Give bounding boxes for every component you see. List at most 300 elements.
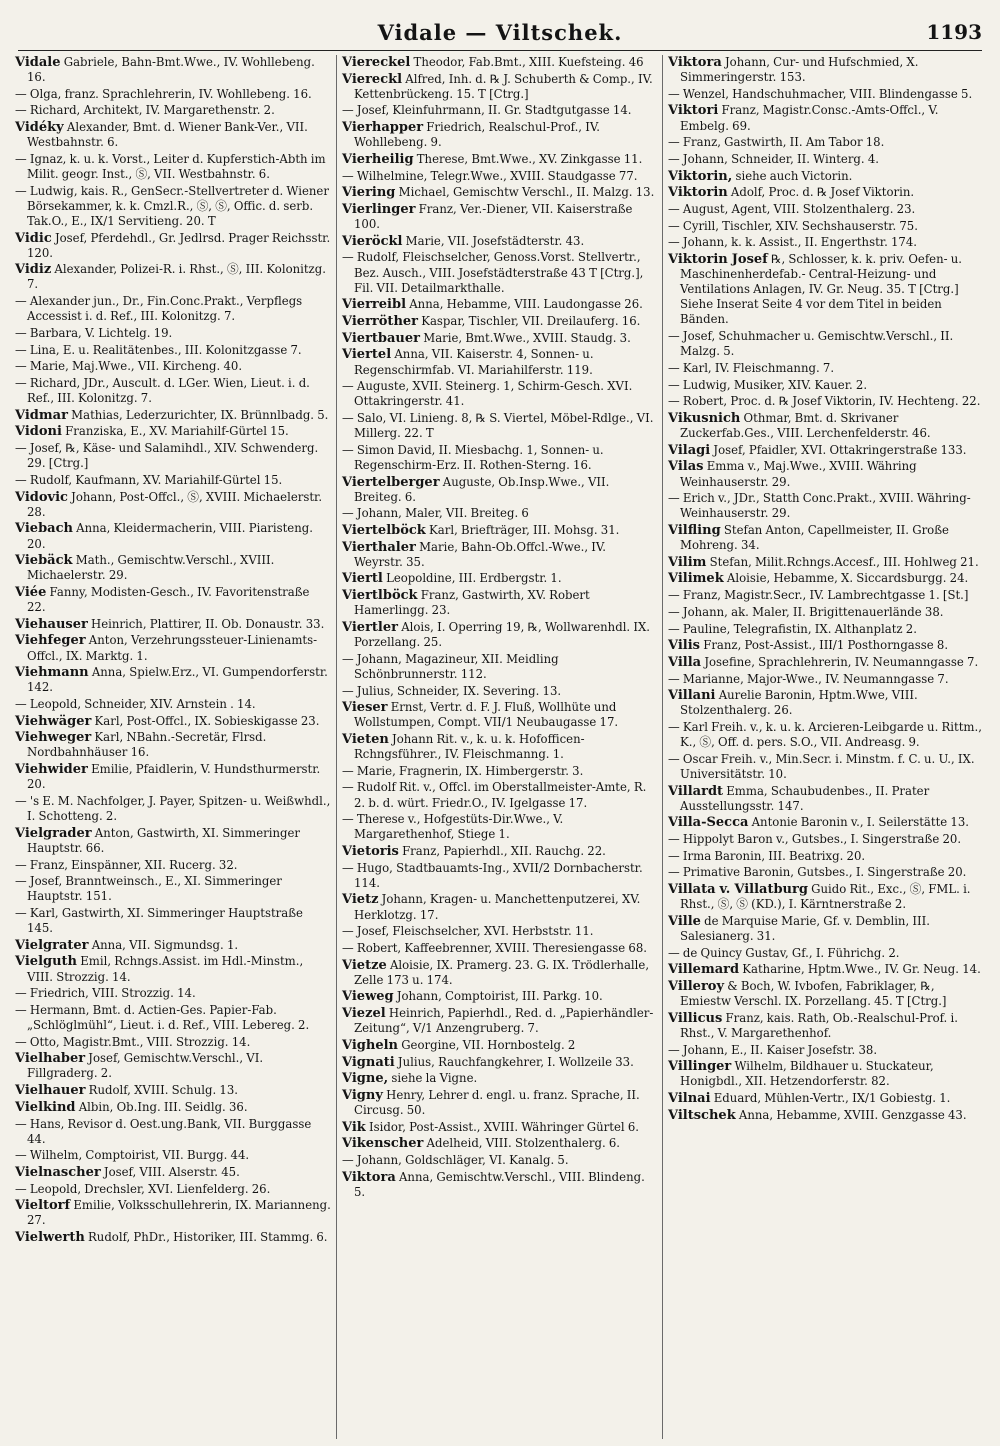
entry-surname: Vikenscher	[342, 1136, 424, 1152]
directory-entry	[342, 523, 657, 538]
entry-surname: Vieten	[342, 731, 389, 747]
entry-surname: Vidic	[15, 230, 52, 246]
entry-details: Emilie, Pfaidlerin, V. Hundsthurmerstr. 20.	[27, 762, 321, 792]
entry-details: Anna, Kleidermacherin, VIII. Piaristeng. 20.	[27, 521, 313, 551]
directory-entry	[668, 1043, 983, 1058]
directory-entry	[342, 989, 657, 1004]
directory-entry	[15, 1148, 331, 1163]
entry-details: — Wilhelm, Comptoirist, VII. Burgg. 44.	[15, 1148, 250, 1163]
entry-details: Friedrich, Realschul-Prof., IV. Wohllebeng. 9.	[354, 120, 600, 150]
entry-details: — Josef, Schuhmacher u. Gemischtw.Verschl., II. Malzg. 5.	[668, 329, 954, 359]
entry-details: Emil, Rchngs.Assist. im Hdl.-Minstm., VIII. Strozzig. 14.	[27, 954, 304, 984]
entry-details: Othmar, Bmt. d. Skrivaner Zuckerfab.Ges., VIII. Lerchenfelderstr. 46.	[680, 410, 931, 441]
directory-entry	[668, 185, 983, 200]
directory-entry	[668, 443, 983, 458]
entry-details: — Karl, IV. Fleischmanng. 7.	[668, 360, 835, 375]
directory-entry	[15, 262, 331, 292]
directory-entry	[15, 858, 331, 873]
page-title: Vidale — Viltschek.	[377, 20, 623, 45]
entry-details: Albin, Ob.Ing. III. Seidlg. 36.	[75, 1099, 248, 1114]
directory-entry	[15, 120, 331, 150]
directory-entry	[342, 924, 657, 939]
entry-details: — Julius, Schneider, IX. Severing. 13.	[342, 683, 562, 698]
entry-details: — Erich v., JDr., Statth Conc.Prakt., XVIII. Währing-Weinhauserstr. 29.	[668, 491, 971, 521]
entry-details: Johann Rit. v., k. u. k. Hofofficen-Rchngsführer., IV. Fleischmanng. 1.	[354, 731, 585, 762]
directory-entry	[668, 688, 983, 718]
entry-surname: Viezel	[342, 1006, 386, 1022]
directory-entry	[668, 252, 983, 327]
directory-entry	[15, 665, 331, 695]
entry-details: siehe la Vigne.	[388, 1071, 478, 1086]
directory-entry	[342, 780, 657, 810]
directory-entry	[342, 379, 657, 409]
directory-entry	[342, 411, 657, 441]
directory-entry	[342, 72, 657, 102]
entry-surname: Vilimek	[668, 571, 724, 587]
directory-entry	[15, 441, 331, 471]
directory-entry	[15, 553, 331, 583]
entry-surname: Vielgrader	[15, 825, 92, 841]
entry-details: Emilie, Volksschullehrerin, IX. Marianneng. 27.	[27, 1198, 331, 1228]
entry-details: Anton, Gastwirth, XI. Simmeringer Hauptstr. 66.	[27, 825, 300, 855]
entry-details: Emma, Schaubudenbes., II. Prater Ausstellungsstr. 147.	[680, 783, 930, 813]
directory-entry	[15, 87, 331, 102]
entry-surname: Viehfeger	[15, 633, 86, 649]
entry-surname: Vidovic	[15, 489, 68, 505]
directory-entry	[668, 882, 983, 912]
directory-entry	[668, 588, 983, 603]
directory-entry	[15, 1182, 331, 1197]
directory-entry	[342, 202, 657, 232]
entry-details: — Johann, Magazineur, XII. Meidling Schönbrunnerstr. 112.	[342, 651, 559, 681]
directory-entry	[668, 865, 983, 880]
directory-entry	[668, 720, 983, 750]
entry-details: Isidor, Post-Assist., XVIII. Währinger Gürtel 6.	[365, 1119, 639, 1134]
entry-details: — Johann, Maler, VII. Breiteg. 6	[342, 506, 529, 521]
entry-surname: Villardt	[668, 783, 724, 799]
column-right	[662, 55, 988, 1439]
entry-surname: Viereckel	[342, 55, 411, 70]
directory-entry	[15, 521, 331, 551]
entry-details: — Ludwig, kais. R., GenSecr.-Stellvertreter d. Wiener Börsekammer, k. k. Cmzl.R., Ⓢ, Ⓢ, Offic. d. serb. Tak.O., E., IX/1 Servitieng. 20. T	[15, 183, 329, 228]
entry-details: Johann, Cur- und Hufschmied, X. Simmeringerstr. 153.	[680, 55, 919, 85]
entry-details: — de Quincy Gustav, Gf., I. Führichg. 2.	[668, 945, 900, 960]
entry-surname: Vidéky	[15, 120, 64, 136]
directory-entry	[15, 1051, 331, 1081]
entry-surname: Vielkind	[15, 1099, 76, 1115]
directory-entry	[342, 892, 657, 922]
directory-entry	[15, 376, 331, 406]
entry-details: — Oscar Freih. v., Min.Secr. i. Minstm. f. C. u. U., IX. Universitätstr. 10.	[668, 751, 975, 781]
entry-details: Franz, Post-Assist., III/1 Posthorngasse 8.	[700, 638, 949, 653]
entry-details: — Hugo, Stadtbauamts-Ing., XVII/2 Dornbacherstr. 114.	[342, 860, 643, 890]
entry-details: — Cyrill, Tischler, XIV. Sechshauserstr. 75.	[668, 218, 918, 233]
entry-surname: Viereckl	[342, 71, 403, 87]
directory-entry	[342, 169, 657, 184]
directory-entry	[342, 1170, 657, 1200]
directory-entry	[342, 861, 657, 891]
entry-details: Franziska, E., XV. Mariahilf-Gürtel 15.	[61, 424, 289, 439]
entry-surname: Vigne,	[342, 1071, 389, 1087]
directory-entry	[15, 1117, 331, 1147]
entry-surname: Villata v. Villatburg	[668, 882, 808, 898]
entry-surname: Viertelberger	[342, 474, 440, 490]
entry-surname: Viertl	[342, 571, 383, 587]
entry-details: Michael, Gemischtw Verschl., II. Malzg. 13.	[395, 185, 655, 200]
entry-surname: Vilnai	[668, 1091, 711, 1107]
entry-surname: Vidoni	[15, 424, 62, 440]
entry-surname: Vielhauer	[15, 1083, 86, 1099]
directory-entry	[342, 314, 657, 329]
directory-entry	[15, 617, 331, 632]
entry-surname: Viehauser	[15, 616, 88, 632]
directory-entry	[668, 784, 983, 814]
entry-details: — Lina, E. u. Realitätenbes., III. Kolonitzgasse 7.	[15, 342, 302, 357]
directory-entry	[342, 540, 657, 570]
directory-entry	[342, 812, 657, 842]
entry-surname: Villinger	[668, 1059, 732, 1075]
directory-entry	[15, 359, 331, 374]
entry-details: Rudolf, XVIII. Schulg. 13.	[85, 1083, 238, 1098]
entry-details: Auguste, Ob.Insp.Wwe., VII. Breiteg. 6.	[354, 474, 610, 504]
directory-entry	[15, 730, 331, 760]
directory-entry	[15, 294, 331, 324]
entry-details: — Hermann, Bmt. d. Actien-Ges. Papier-Fab. „Schlöglmühl“, Lieut. i. d. Ref., VIII. Lebereg. 2.	[15, 1002, 310, 1032]
entry-surname: Vierhapper	[342, 120, 424, 136]
entry-details: — Franz, Gastwirth, II. Am Tabor 18.	[668, 135, 885, 150]
directory-entry	[342, 700, 657, 730]
entry-details: — Franz, Magistr.Secr., IV. Lambrechtgasse 1. [St.]	[668, 588, 969, 603]
entry-details: Johann, Comptoirist, III. Parkg. 10.	[393, 989, 603, 1004]
directory-entry	[668, 87, 983, 102]
entry-surname: Villa	[668, 654, 702, 670]
entry-details: — Wenzel, Handschuhmacher, VIII. Blindengasse 5.	[668, 86, 973, 101]
entry-surname: Vilagi	[668, 442, 711, 458]
directory-entry	[668, 1011, 983, 1041]
entry-details: Katharine, Hptm.Wwe., IV. Gr. Neug. 14.	[739, 962, 981, 977]
entry-surname: Viehwäger	[15, 713, 92, 729]
entry-details: Fanny, Modisten-Gesch., IV. Favoritenstraße 22.	[27, 584, 310, 615]
entry-surname: Viktora	[342, 1169, 396, 1185]
directory-entry	[668, 832, 983, 847]
directory-entry	[342, 443, 657, 473]
entry-details: — Josef, ℞, Käse- und Salamihdl., XIV. Schwenderg. 29. [Ctrg.]	[15, 441, 319, 471]
entry-details: — Karl, Gastwirth, XI. Simmeringer Hauptstraße 145.	[15, 905, 303, 936]
entry-details: Anna, Gemischtw.Verschl., VIII. Blindeng. 5.	[354, 1169, 645, 1199]
entry-surname: Viering	[342, 185, 396, 201]
entry-surname: Viertler	[342, 619, 398, 635]
directory-entry	[668, 411, 983, 441]
entry-details: Aurelie Baronin, Hptm.Wwe, VIII. Stolzenthalerg. 26.	[680, 688, 918, 718]
directory-entry	[342, 1071, 657, 1086]
entry-surname: Vietz	[342, 892, 379, 908]
directory-entry	[342, 475, 657, 505]
directory-entry	[668, 152, 983, 167]
directory-entry	[668, 394, 983, 409]
directory-entry	[342, 347, 657, 377]
directory-entry	[668, 1059, 983, 1089]
entry-details: & Boch, W. Ivbofen, Fabriklager, ℞, Emiestw Verschl. IX. Porzellang. 45. T [Ctrg.]	[680, 979, 947, 1009]
entry-surname: Villemard	[668, 962, 740, 978]
entry-details: Franz, Ver.-Diener, VII. Kaiserstraße 100.	[354, 202, 633, 232]
entry-details: — Marie, Maj.Wwe., VII. Kircheng. 40.	[15, 359, 243, 374]
directory-entry	[15, 986, 331, 1001]
entry-surname: Vierlinger	[342, 202, 416, 217]
entry-details: — Irma Baronin, III. Beatrixg. 20.	[668, 848, 866, 863]
entry-details: Marie, Bahn-Ob.Offcl.-Wwe., IV. Weyrstr. 35.	[354, 539, 607, 569]
entry-details: — Robert, Proc. d. ℞ Josef Viktorin, IV. Hechteng. 22.	[668, 394, 981, 409]
directory-entry	[668, 378, 983, 393]
directory-entry	[15, 1230, 331, 1245]
directory-entry	[15, 794, 331, 824]
directory-entry	[15, 1035, 331, 1050]
entry-details: — Johann, Goldschläger, VI. Kanalg. 5.	[342, 1153, 569, 1168]
directory-entry	[15, 152, 331, 182]
entry-surname: Viktorin Josef	[668, 252, 768, 268]
entry-surname: Vielnascher	[15, 1165, 101, 1180]
entry-details: Therese, Bmt.Wwe., XV. Zinkgasse 11.	[413, 151, 643, 166]
entry-surname: Vilfling	[668, 523, 721, 538]
directory-entry	[668, 752, 983, 782]
directory-entry	[15, 697, 331, 712]
entry-surname: Viebach	[15, 521, 73, 537]
directory-entry	[15, 343, 331, 358]
entry-surname: Vielguth	[15, 954, 78, 970]
directory-entry	[342, 1038, 657, 1053]
entry-details: Josefine, Sprachlehrerin, IV. Neumanngasse 7.	[701, 654, 979, 669]
entry-details: — Rudolf, Fleischselcher, Genoss.Vorst. Stellvertr., Bez. Ausch., VIII. Josefstädterstraße 43 T [Ctrg.], Fil. VII. Detailmarkthalle.	[342, 250, 644, 295]
columns	[10, 55, 990, 1439]
entry-surname: Viebäck	[15, 553, 73, 569]
entry-surname: Viktorin,	[668, 168, 733, 184]
entry-details: Josef, Gemischtw.Verschl., VI. Fillgraderg. 2.	[27, 1051, 264, 1081]
entry-details: Rudolf, PhDr., Historiker, III. Stammg. 6.	[84, 1230, 328, 1245]
entry-details: — Robert, Kaffeebrenner, XVIII. Theresiengasse 68.	[342, 940, 648, 955]
directory-entry	[668, 135, 983, 150]
directory-entry	[15, 938, 331, 953]
entry-details: Josef, VIII. Alserstr. 45.	[100, 1165, 240, 1179]
page-header	[18, 14, 982, 51]
entry-details: de Marquise Marie, Gf. v. Demblin, III. Salesianerg. 31.	[680, 913, 930, 944]
directory-entry	[15, 408, 331, 423]
directory-entry	[668, 914, 983, 944]
directory-entry	[15, 1165, 331, 1180]
entry-details: Antonie Baronin v., I. Seilerstätte 13.	[748, 815, 969, 830]
entry-surname: Viehmann	[15, 665, 89, 681]
entry-surname: Vieltorf	[15, 1198, 71, 1214]
directory-entry	[342, 941, 657, 956]
directory-entry	[668, 962, 983, 977]
entry-surname: Viltschek	[668, 1107, 736, 1123]
entry-details: — Alexander jun., Dr., Fin.Conc.Prakt., Verpflegs Accessist i. d. Ref., III. Kolonitzg. 7.	[15, 294, 303, 324]
directory-entry	[342, 250, 657, 295]
directory-entry	[15, 874, 331, 904]
directory-entry	[15, 55, 331, 85]
entry-details: — Hippolyt Baron v., Gutsbes., I. Singerstraße 20.	[668, 832, 962, 847]
directory-entry	[342, 684, 657, 699]
entry-details: Georgine, VII. Hornbostelg. 2	[398, 1037, 576, 1052]
entry-details: Heinrich, Papierhdl., Red. d. „Papierhändler-Zeitung“, V/1 Anzengruberg. 7.	[354, 1006, 654, 1036]
directory-entry	[342, 764, 657, 779]
directory-entry	[668, 655, 983, 670]
entry-details: Mathias, Lederzurichter, IX. Brünnlbadg. 5.	[67, 407, 329, 422]
directory-entry	[342, 732, 657, 762]
directory-entry	[342, 1136, 657, 1151]
directory-entry	[342, 1120, 657, 1135]
entry-details: Franz, Gastwirth, XV. Robert Hamerlingg. 23.	[354, 588, 590, 618]
entry-details: Kaspar, Tischler, VII. Dreilauferg. 16.	[418, 314, 641, 329]
directory-entry	[15, 633, 331, 663]
directory-entry	[342, 588, 657, 618]
entry-details: — 's E. M. Nachfolger, J. Payer, Spitzen- u. Weißwhdl., I. Schotteng. 2.	[15, 793, 331, 824]
entry-details: Anna, Hebamme, XVIII. Genzgasse 43.	[735, 1107, 967, 1122]
entry-surname: Viktora	[668, 55, 722, 70]
entry-details: Anton, Verzehrungssteuer-Linienamts-Offcl., IX. Marktg. 1.	[27, 633, 318, 663]
entry-surname: Vierheilig	[342, 151, 414, 167]
directory-entry	[15, 906, 331, 936]
directory-entry	[15, 762, 331, 792]
entry-surname: Ville	[668, 913, 701, 929]
directory-entry	[668, 979, 983, 1009]
entry-details: Emma v., Maj.Wwe., XVIII. Währing Weinhauserstr. 29.	[680, 459, 917, 489]
entry-surname: Vielwerth	[15, 1230, 85, 1246]
directory-entry	[15, 1003, 331, 1033]
entry-surname: Vietoris	[342, 844, 399, 859]
directory-entry	[15, 585, 331, 615]
directory-entry	[668, 1091, 983, 1106]
directory-entry	[668, 555, 983, 570]
directory-entry	[668, 361, 983, 376]
entry-details: — Marianne, Major-Wwe., IV. Neumanngasse 7.	[668, 671, 949, 686]
directory-entry	[342, 1153, 657, 1168]
entry-surname: Viée	[15, 584, 47, 600]
entry-surname: Vilim	[668, 554, 707, 570]
entry-details: Gabriele, Bahn-Bmt.Wwe., IV. Wohllebeng. 16.	[27, 55, 315, 85]
directory-entry	[342, 185, 657, 200]
entry-details: ℞, Schlosser, k. k. priv. Oefen- u. Maschinenherdefab.- Central-Heizung- und Ventilations Anlagen, IV. Gr. Neug. 35. T [Ctrg.] Siehe Inserat Seite 4 vor dem Titel in beiden Bänden.	[680, 252, 963, 327]
directory-entry	[342, 152, 657, 167]
directory-entry	[15, 714, 331, 729]
directory-entry	[15, 954, 331, 984]
entry-details: Adelheid, VIII. Stolzenthalerg. 6.	[423, 1136, 621, 1151]
entry-details: Karl, Post-Offcl., IX. Sobieskigasse 23.	[91, 713, 320, 728]
entry-surname: Vieser	[342, 700, 388, 716]
entry-details: Theodor, Fab.Bmt., XIII. Kuefsteing. 46	[410, 55, 644, 69]
entry-details: — Ignaz, k. u. k. Vorst., Leiter d. Kupferstich-Abth im Milit. geogr. Inst., Ⓢ, VII. Westbahnstr. 6.	[15, 151, 326, 182]
entry-details: Wilhelm, Bildhauer u. Stuckateur, Honigbdl., XII. Hetzendorferstr. 82.	[680, 1059, 934, 1089]
entry-details: Heinrich, Plattirer, II. Ob. Donaustr. 33.	[87, 616, 325, 631]
entry-details: — Johann, Schneider, II. Winterg. 4.	[668, 151, 879, 166]
column-middle	[336, 55, 662, 1439]
directory-entry	[342, 958, 657, 988]
directory-entry	[342, 331, 657, 346]
entry-details: — Auguste, XVII. Steinerg. 1, Schirm-Gesch. XVI. Ottakringerstr. 41.	[342, 379, 633, 409]
entry-details: Alois, I. Operring 19, ℞, Wollwarenhdl. IX. Porzellang. 25.	[354, 619, 651, 650]
entry-surname: Villa-Secca	[668, 815, 749, 831]
entry-details: Alfred, Inh. d. ℞ J. Schuberth & Comp., IV. Kettenbrückeng. 15. T [Ctrg.]	[354, 71, 653, 101]
directory-entry	[668, 523, 983, 553]
directory-entry	[15, 490, 331, 520]
entry-surname: Villeroy	[668, 979, 725, 995]
directory-entry	[342, 844, 657, 859]
entry-surname: Vik	[342, 1119, 366, 1135]
entry-details: Marie, Bmt.Wwe., XVIII. Staudg. 3.	[420, 330, 631, 345]
entry-details: — Pauline, Telegrafistin, IX. Althanplatz 2.	[668, 621, 917, 636]
directory-entry	[15, 826, 331, 856]
directory-entry	[342, 1055, 657, 1070]
entry-details: Leopoldine, III. Erdbergstr. 1.	[382, 571, 562, 586]
entry-surname: Vidale	[15, 55, 61, 70]
entry-details: Josef, Pfaidler, XVI. Ottakringerstraße 133.	[710, 442, 967, 457]
entry-details: Alexander, Bmt. d. Wiener Bank-Ver., VII. Westbahnstr. 6.	[27, 120, 308, 150]
entry-details: Karl, Briefträger, III. Mohsg. 31.	[425, 523, 620, 537]
entry-details: — Friedrich, VIII. Strozzig. 14.	[15, 986, 196, 1001]
entry-details: Franz, kais. Rath, Ob.-Realschul-Prof. i. Rhst., V. Margarethenhof.	[680, 1010, 958, 1040]
entry-surname: Vikusnich	[668, 410, 741, 426]
column-left	[10, 55, 336, 1439]
entry-surname: Viktorin	[668, 185, 728, 201]
entry-details: Eduard, Mühlen-Vertr., IX/1 Gobiestg. 1.	[710, 1091, 951, 1106]
entry-details: — August, Agent, VIII. Stolzenthalerg. 23.	[668, 202, 916, 216]
directory-entry	[668, 103, 983, 133]
directory-entry	[342, 1088, 657, 1118]
entry-details: — Otto, Magistr.Bmt., VIII. Strozzig. 14.	[15, 1034, 251, 1049]
entry-details: — Hans, Revisor d. Oest.ung.Bank, VII. Burggasse 44.	[15, 1116, 312, 1146]
entry-surname: Vielgrater	[15, 937, 89, 953]
directory-entry	[342, 297, 657, 312]
entry-details: Stefan, Milit.Rchngs.Accesf., III. Hohlweg 21.	[706, 554, 979, 569]
directory-entry	[668, 219, 983, 234]
entry-details: — Marie, Fragnerin, IX. Himbergerstr. 3.	[342, 763, 584, 778]
directory-entry	[668, 638, 983, 653]
entry-surname: Viehwider	[15, 762, 88, 778]
entry-details: Alexander, Polizei-R. i. Rhst., Ⓢ, III. Kolonitzg. 7.	[27, 262, 326, 292]
entry-details: — Josef, Fleischselcher, XVI. Herbststr. 11.	[342, 924, 594, 939]
directory-entry	[668, 849, 983, 864]
entry-details: — Wilhelmine, Telegr.Wwe., XVIII. Staudgasse 77.	[342, 168, 638, 183]
entry-details: Ernst, Vertr. d. F. J. Fluß, Wollhüte und Wollstumpen, Compt. VII/1 Neubaugasse 17.	[354, 700, 619, 730]
entry-surname: Vigheln	[342, 1037, 398, 1053]
directory-entry	[668, 491, 983, 521]
directory-entry	[342, 652, 657, 682]
entry-details: Aloisie, Hebamme, X. Siccardsburgg. 24.	[723, 571, 969, 586]
entry-surname: Viertlböck	[342, 588, 418, 604]
directory-entry	[15, 103, 331, 118]
entry-surname: Vielhaber	[15, 1051, 86, 1067]
entry-surname: Vierreibl	[342, 297, 407, 313]
entry-surname: Vigny	[342, 1087, 383, 1103]
directory-entry	[668, 672, 983, 687]
entry-details: — Ludwig, Musiker, XIV. Kauer. 2.	[668, 377, 868, 392]
entry-details: Marie, VII. Josefstädterstr. 43.	[402, 233, 585, 248]
directory-entry	[342, 506, 657, 521]
entry-details: — Josef, Kleinfuhrmann, II. Gr. Stadtgutgasse 14.	[342, 103, 632, 118]
entry-details: — Simon David, II. Miesbachg. 1, Sonnen- u. Regenschirm-Erz. II. Rothen-Sterng. 16.	[342, 442, 604, 472]
entry-details: Johann, Post-Offcl., Ⓢ, XVIII. Michaelerstr. 28.	[27, 489, 323, 519]
entry-details: Stefan Anton, Capellmeister, II. Große Mohreng. 34.	[680, 523, 949, 553]
entry-details: — Richard, Architekt, IV. Margarethenstr. 2.	[15, 103, 275, 118]
entry-details: Anna, Hebamme, VIII. Laudongasse 26.	[406, 297, 643, 312]
entry-details: siehe auch Victorin.	[732, 168, 853, 183]
entry-details: — Johann, E., II. Kaiser Josefstr. 38.	[668, 1042, 878, 1057]
entry-details: Anna, Spielw.Erz., VI. Gumpendorferstr. 142.	[27, 665, 328, 695]
entry-details: — Josef, Branntweinsch., E., XI. Simmeringer Hauptstr. 151.	[15, 874, 282, 904]
entry-surname: Vieweg	[342, 989, 394, 1005]
entry-surname: Viehweger	[15, 730, 92, 746]
entry-details: — Karl Freih. v., k. u. k. Arcieren-Leibgarde u. Rittm., K., Ⓢ, Off. d. pers. S.O., VII. Andreasg. 9.	[668, 720, 982, 750]
page-number: 1193	[926, 20, 982, 44]
directory-entry	[668, 329, 983, 359]
